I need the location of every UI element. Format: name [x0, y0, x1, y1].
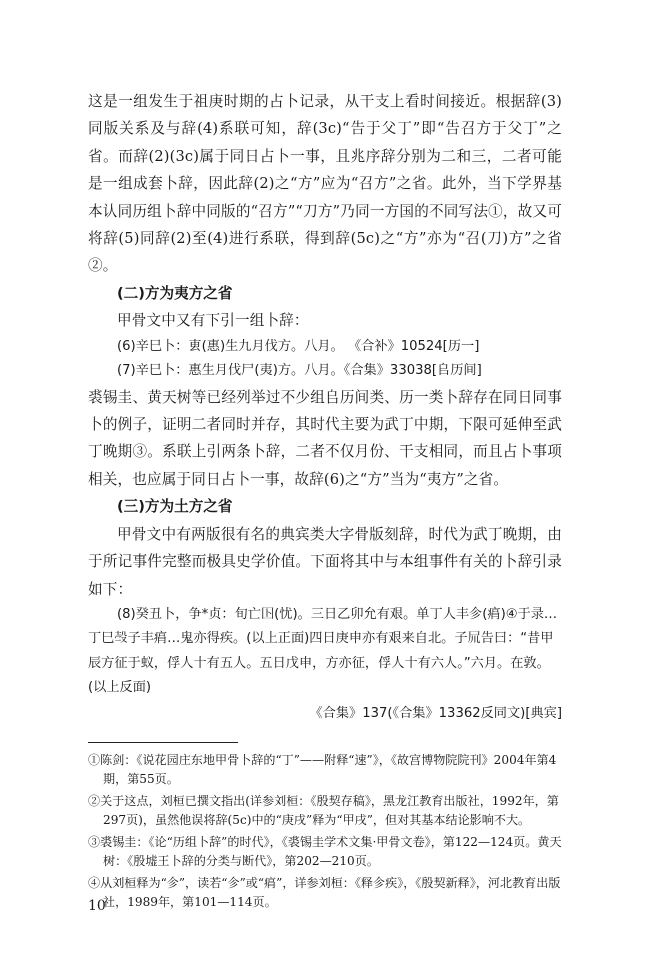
quote-8-source: 《合集》137(《合集》13362反同文)[典宾] [309, 705, 562, 721]
paragraph-3: 裘锡圭、黄天树等已经列举过不少组𠂤历间类、历一类卜辞存在同日同事卜的例子，证明二者同时并存，其时代主要为武丁中期，下限可延伸至武丁晚期③。系联上引两条卜辞，二者不仅月份、干支相同，而且占卜事项相关，也应属于同日占卜一事，故辞(6)之“方”当为“夷方”之省。 [88, 388, 562, 488]
quote-8: (8)癸丑卜，争*贞：旬亡𡆥(忧)。三日乙卯允有艰。单丁人丰㐱(㾓)④于录…丁巳𣪊子丰㾓…鬼亦得疾。(以上正面)四日庚申亦有艰来自北。子𡰭告曰：“昔甲辰方征于蚁，俘人十有五人。五日戊申，方亦征，俘人十有六人。”六月。在敦。(以上反面) [88, 606, 558, 696]
paragraph-1: 这是一组发生于祖庚时期的占卜记录，从干支上看时间接近。根据辞(3)同版关系及与辞(4)系联可知，辞(3c)“告于父丁”即“告召方于父丁”之省。而辞(2)(3c)属于同日占卜一事，且兆序辞分别为二和三，二者可能是一组成套卜辞，因此辞(2)之“方”应为“召方”之省。此外，当下学界基本认同历组卜辞中同版的“召方”“刀方”乃同一方国的不同写法①，故又可将辞(5)同辞(2)至(4)进行系联，得到辞(5c)之“方”亦为“召(刀)方”之省②。 [88, 93, 562, 275]
page-number: 10 [88, 898, 106, 914]
paragraph-4: 甲骨文中有两版很有名的典宾类大字骨版刻辞，时代为武丁晚期，由于所记事件完整而极具史学价值。下面将其中与本组事件有关的卜辞引录如下： [88, 525, 562, 598]
section-heading-3: (三)方为土方之省 [117, 498, 233, 516]
footnote-3: ③裘锡圭：《论“历组卜辞”的时代》，《裘锡圭学术文集·甲骨文卷》，第122—124页。黄天树：《殷墟王卜辞的分类与断代》，第202—210页。 [88, 834, 562, 868]
footnote-rule [88, 742, 238, 743]
quote-6: (6)辛巳卜：叀(惠)生九月伐方。八月。 《合补》10524[历一] [117, 338, 480, 354]
footnote-4: ④从刘桓释为“㐱”，读若“㐱”或“㾓”，详参刘桓：《释㐱疾》，《殷契新释》，河北教育出版社，1989年，第101—114页。 [88, 875, 561, 909]
page-content [88, 88, 562, 915]
paragraph-2: 甲骨文中又有下引一组卜辞： [117, 312, 309, 330]
footnote-1: ①陈剑：《说花园庄东地甲骨卜辞的“丁”——附释“速”》，《故宫博物院院刊》2004年第4期，第55页。 [88, 752, 557, 786]
quote-7: (7)辛巳卜：惠生月伐尸(夷)方。八月。《合集》33038[𠂤历间] [117, 363, 482, 379]
footnote-2: ②关于这点，刘桓已撰文指出(详参刘桓：《殷契存稿》，黑龙江教育出版社，1992年，第297页)，虽然他误将辞(5c)中的“庚戌”释为“甲戌”，但对其基本结论影响不大。 [88, 793, 559, 827]
section-heading-2: (二)方为夷方之省 [117, 284, 233, 302]
